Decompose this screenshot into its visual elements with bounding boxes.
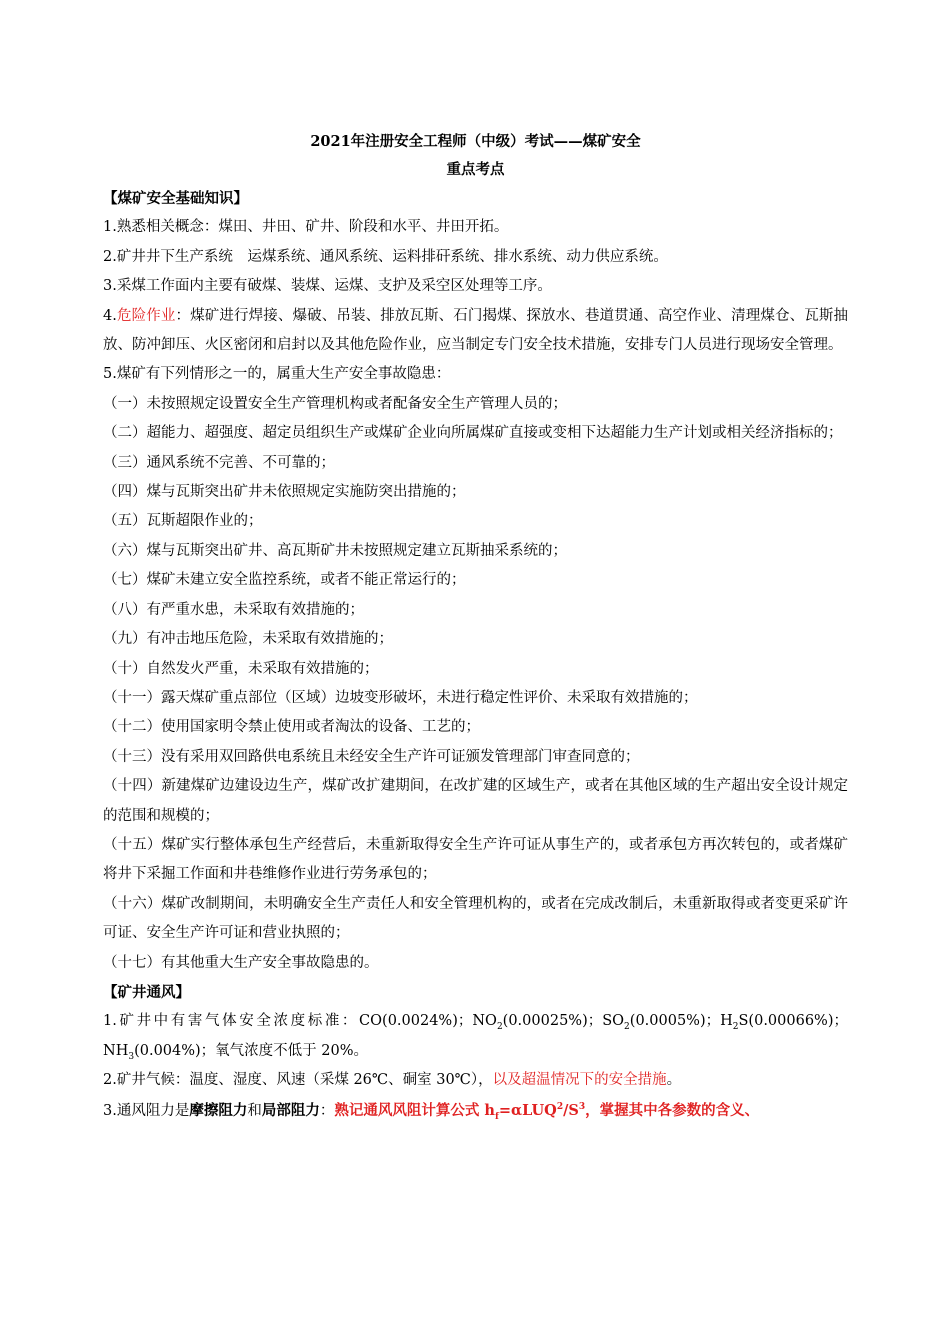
list-item: （十五）煤矿实行整体承包生产经营后，未重新取得安全生产许可证从事生产的，或者承包方再次转包的，或者煤矿将井下采掘工作面和井巷维修作业进行劳务承包的； xyxy=(103,836,848,883)
text-run: S(0.00066%)；NH xyxy=(103,1013,848,1059)
document-title: 2021年注册安全工程师（中级）考试——煤矿安全 xyxy=(310,133,641,150)
text-run: (0.004%)；氧气浓度不低于 20%。 xyxy=(134,1042,369,1059)
text-run: (0.00025%)；SO xyxy=(502,1013,625,1030)
list-item: （四）煤与瓦斯突出矿井未依照规定实施防突出措施的； xyxy=(103,484,466,501)
paragraph: 2.矿井井下生产系统 运煤系统、通风系统、运料排矸系统、排水系统、动力供应系统。 xyxy=(103,248,668,265)
document-page xyxy=(103,128,848,1126)
text-run: 1.矿井中有害气体安全浓度标准：CO(0.0024%)；NO xyxy=(103,1013,497,1030)
list-item: （十七）有其他重大生产安全事故隐患的。 xyxy=(103,954,379,971)
subscript: 3 xyxy=(128,1051,135,1062)
highlighted-text: 熟记通风风阻计算公式 h xyxy=(334,1101,495,1119)
list-item: （十四）新建煤矿边建设边生产，煤矿改扩建期间，在改扩建的区域生产，或者在其他区域的生产超出安全设计规定的范围和规模的； xyxy=(103,778,848,824)
paragraph: 1.熟悉相关概念：煤田、井田、矿井、阶段和水平、井田开拓。 xyxy=(103,219,509,236)
item-number: 4. xyxy=(103,307,117,324)
paragraph xyxy=(103,1007,848,1066)
bold-term: 局部阻力 xyxy=(261,1101,320,1119)
list-item: （一）未按照规定设置安全生产管理机构或者配备安全生产管理人员的； xyxy=(103,395,567,412)
document-subtitle: 重点考点 xyxy=(446,161,505,178)
highlighted-text: ，掌握其中各参数的含义、 xyxy=(585,1101,760,1119)
paragraph xyxy=(103,302,848,361)
text-run: 。 xyxy=(666,1072,682,1089)
subscript: f xyxy=(494,1111,499,1122)
list-item: （六）煤与瓦斯突出矿井、高瓦斯矿井未按照规定建立瓦斯抽采系统的； xyxy=(103,542,567,559)
paragraph xyxy=(103,1066,848,1095)
text-run: ： xyxy=(319,1102,335,1119)
list-item: （十二）使用国家明令禁止使用或者淘汰的设备、工艺的； xyxy=(103,719,480,736)
section-heading-basics: 【煤矿安全基础知识】 xyxy=(103,190,248,207)
highlighted-text: 以及超温情况下的安全措施 xyxy=(492,1072,667,1089)
text-run: (0.0005%)；H xyxy=(629,1013,733,1030)
highlighted-text: =αLUQ xyxy=(498,1101,557,1119)
text-run: 3.通风阻力是 xyxy=(103,1102,190,1119)
list-item: （二）超能力、超强度、超定员组织生产或煤矿企业向所属煤矿直接或变相下达超能力生产计划或相关经济指标的； xyxy=(103,425,843,442)
superscript: 2 xyxy=(556,1101,564,1112)
text-run: 和 xyxy=(247,1102,262,1119)
subscript: 2 xyxy=(496,1022,503,1033)
paragraph-text: ：煤矿进行焊接、爆破、吊装、排放瓦斯、石门揭煤、探放水、巷道贯通、高空作业、清理煤仓、瓦斯抽放、防冲卸压、火区密闭和启封以及其他危险作业，应当制定专门安全技术措施，安排专门人员进行现场安全管理。 xyxy=(103,307,849,354)
list-item: （九）有冲击地压危险，未采取有效措施的； xyxy=(103,631,393,648)
superscript: 3 xyxy=(578,1101,586,1112)
list-item: （八）有严重水患，未采取有效措施的； xyxy=(103,601,364,618)
list-item: （五）瓦斯超限作业的； xyxy=(103,513,263,530)
paragraph xyxy=(103,1096,848,1126)
list-item: （十三）没有采用双回路供电系统且未经安全生产许可证颁发管理部门审查同意的； xyxy=(103,748,640,765)
highlighted-text: /S xyxy=(563,1101,579,1119)
list-item: （三）通风系统不完善、不可靠的； xyxy=(103,454,335,471)
list-item: （十六）煤矿改制期间，未明确安全生产责任人和安全管理机构的，或者在完成改制后，未重新取得或者变更采矿许可证、安全生产许可证和营业执照的； xyxy=(103,895,848,942)
subscript: 2 xyxy=(732,1022,739,1033)
list-item: （七）煤矿未建立安全监控系统，或者不能正常运行的； xyxy=(103,572,466,589)
bold-term: 摩擦阻力 xyxy=(189,1101,248,1119)
list-item: （十一）露天煤矿重点部位（区域）边坡变形破坏，未进行稳定性评价、未采取有效措施的； xyxy=(103,689,698,706)
paragraph: 5.煤矿有下列情形之一的，属重大生产安全事故隐患： xyxy=(103,366,451,383)
section-heading-ventilation: 【矿井通风】 xyxy=(103,983,190,1001)
text-run: 2.矿井气候：温度、湿度、风速（采煤 26℃、硐室 30℃）， xyxy=(103,1072,493,1089)
paragraph: 3.采煤工作面内主要有破煤、装煤、运煤、支护及采空区处理等工序。 xyxy=(103,278,552,295)
subscript: 2 xyxy=(624,1022,630,1033)
highlighted-term: 危险作业 xyxy=(116,307,176,324)
list-item: （十）自然发火严重，未采取有效措施的； xyxy=(103,660,379,677)
